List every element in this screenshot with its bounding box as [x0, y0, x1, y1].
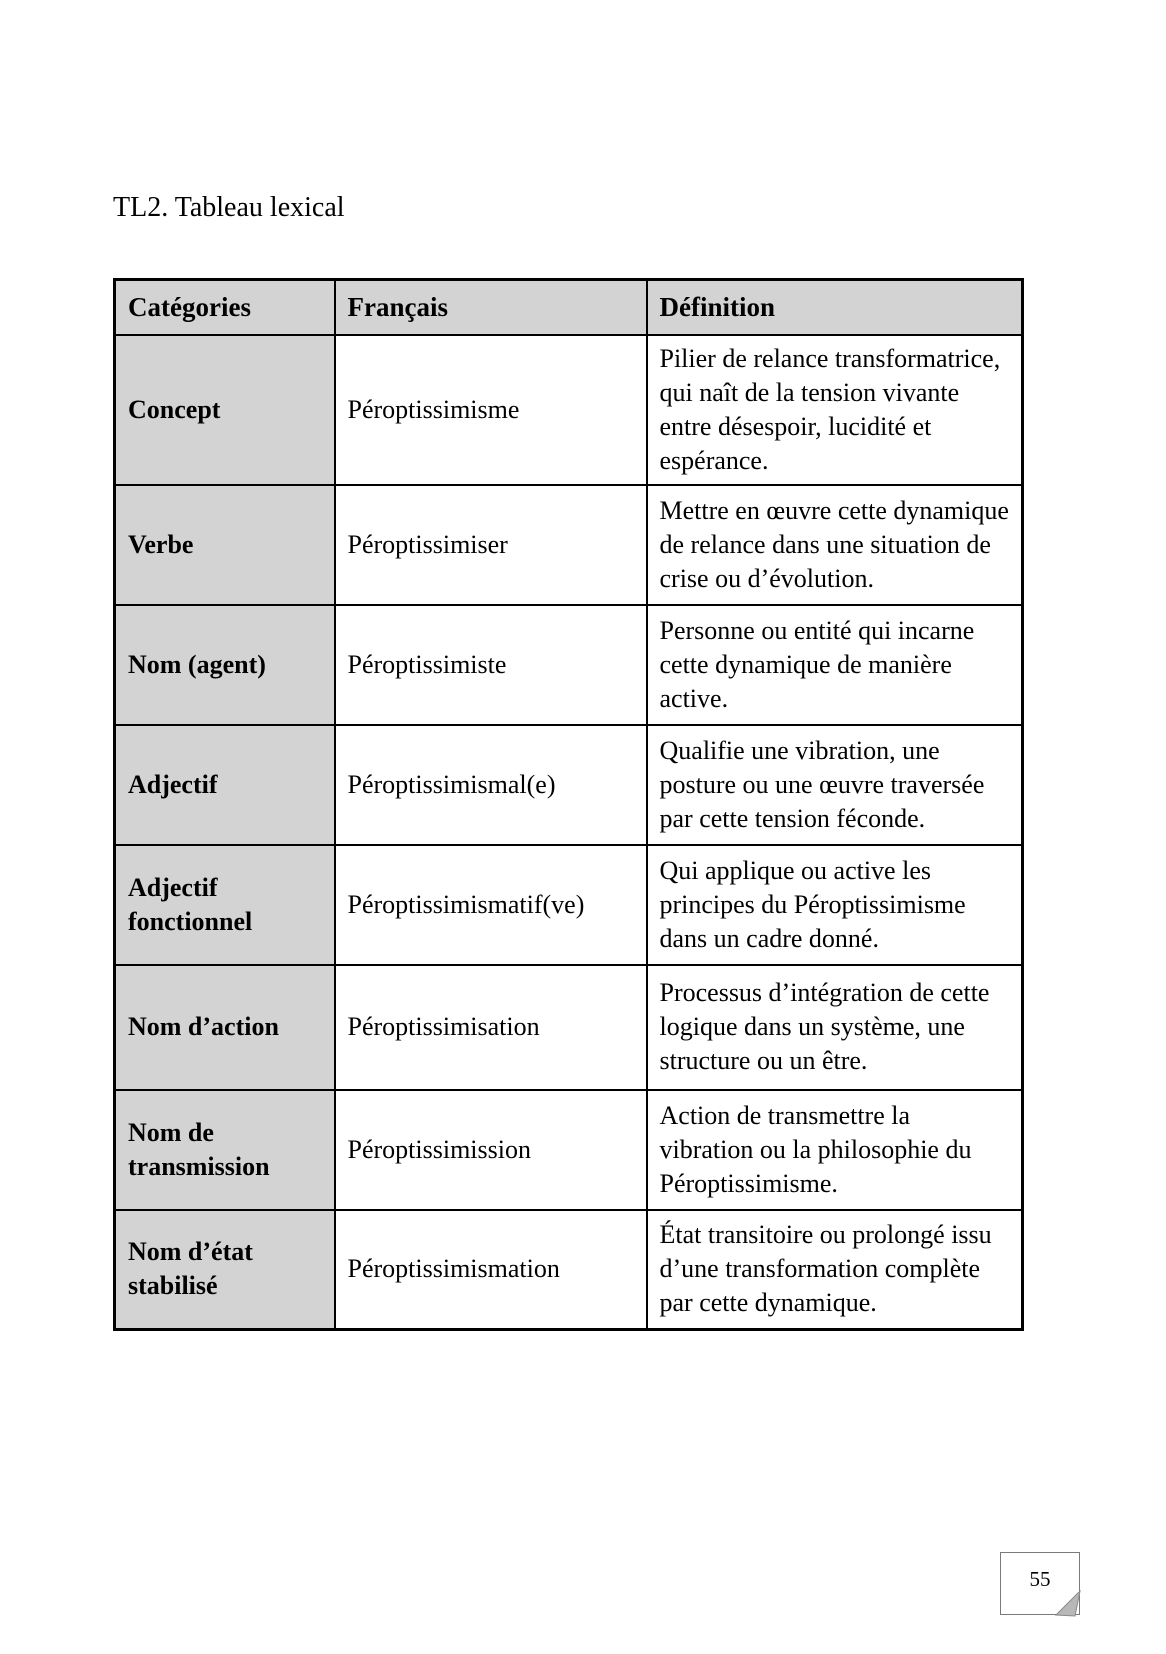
category-cell: Adjectif fonctionnel	[115, 845, 335, 965]
category-cell: Nom de transmission	[115, 1090, 335, 1210]
page-number-note	[1000, 1552, 1080, 1615]
table-row	[115, 965, 1023, 1090]
table-row	[115, 1210, 1023, 1330]
french-term-cell: Péroptissimiser	[335, 485, 647, 605]
french-term-cell: Péroptissimisation	[335, 965, 647, 1090]
category-cell: Nom d’état stabilisé	[115, 1210, 335, 1330]
definition-cell: Qualifie une vibration, une posture ou une œuvre traversée par cette tension féconde.	[647, 725, 1023, 845]
category-cell: Concept	[115, 335, 335, 485]
definition-cell: État transitoire ou prolongé issu d’une transformation complète par cette dynamique.	[647, 1210, 1023, 1330]
table-row	[115, 1090, 1023, 1210]
header-definition: Définition	[647, 280, 1023, 335]
page-title: TL2. Tableau lexical	[113, 192, 345, 223]
header-francais: Français	[335, 280, 647, 335]
definition-cell: Action de transmettre la vibration ou la philosophie du Péroptissimisme.	[647, 1090, 1023, 1210]
page-number: 55	[1029, 1567, 1051, 1591]
category-cell: Verbe	[115, 485, 335, 605]
header-categories: Catégories	[115, 280, 335, 335]
french-term-cell: Péroptissimisme	[335, 335, 647, 485]
lexical-table	[113, 278, 1024, 1331]
category-cell: Adjectif	[115, 725, 335, 845]
definition-cell: Pilier de relance transformatrice, qui naît de la tension vivante entre désespoir, lucidité et espérance.	[647, 335, 1023, 485]
table-row	[115, 725, 1023, 845]
french-term-cell: Péroptissimission	[335, 1090, 647, 1210]
table-row	[115, 605, 1023, 725]
french-term-cell: Péroptissimismation	[335, 1210, 647, 1330]
category-cell: Nom d’action	[115, 965, 335, 1090]
definition-cell: Personne ou entité qui incarne cette dynamique de manière active.	[647, 605, 1023, 725]
page-curl-icon	[1055, 1590, 1081, 1617]
definition-cell: Mettre en œuvre cette dynamique de relance dans une situation de crise ou d’évolution.	[647, 485, 1023, 605]
french-term-cell: Péroptissimiste	[335, 605, 647, 725]
french-term-cell: Péroptissimismatif(ve)	[335, 845, 647, 965]
category-cell: Nom (agent)	[115, 605, 335, 725]
table-row	[115, 485, 1023, 605]
table-row	[115, 335, 1023, 485]
french-term-cell: Péroptissimismal(e)	[335, 725, 647, 845]
definition-cell: Processus d’intégration de cette logique dans un système, une structure ou un être.	[647, 965, 1023, 1090]
table-header-row	[115, 280, 1023, 335]
definition-cell: Qui applique ou active les principes du Péroptissimisme dans un cadre donné.	[647, 845, 1023, 965]
table-row	[115, 845, 1023, 965]
